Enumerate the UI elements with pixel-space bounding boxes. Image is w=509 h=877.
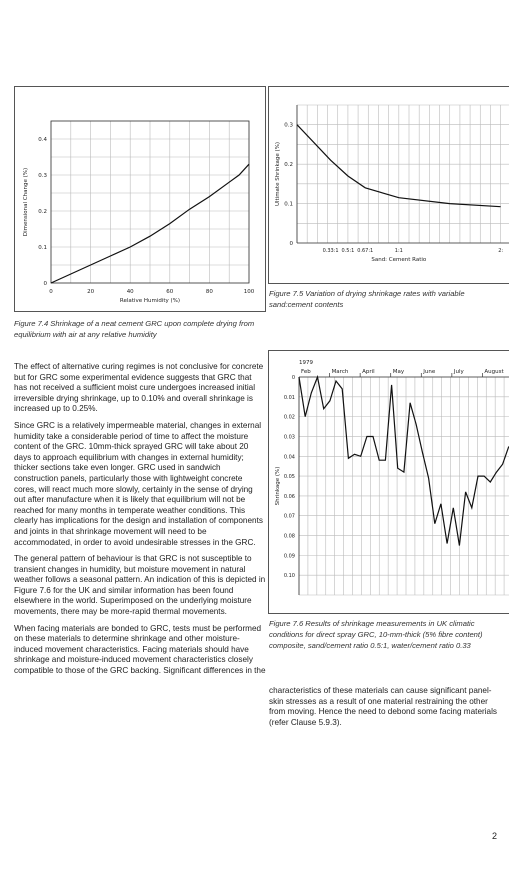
right-text-column [269, 686, 499, 734]
month-label: June [423, 369, 436, 375]
y-tick-label: 0.10 [283, 573, 295, 580]
page-number: 2 [492, 831, 498, 841]
figure-7-6-caption: Figure 7.6 Results of shrinkage measurements in UK climatic conditions for direct spray GRC, 10-mm-thick (5% fibre content) composite, sand/cement ratio 0.5:1, water/cement ratio 0.33 [269, 619, 483, 650]
figure-7-6-chart [269, 351, 509, 613]
y-tick-label: 0.4 [38, 137, 47, 143]
paragraph-curing: The effect of alternative curing regimes is not conclusive for concrete but for GRC some experimental evidence suggests that GRC that has not received a sufficient moist cure undergoes increased initial irreversible drying shrinkage, up to 0.10% and overall shrinkage is increased up to 0.25%. [14, 362, 264, 414]
x-axis-label: Sand: Cement Ratio [371, 257, 427, 263]
y-tick-label: 0.05 [283, 474, 295, 481]
y-tick-label: 0 [291, 375, 295, 381]
y-tick-label: 0.3 [284, 122, 293, 129]
y-tick-label: 0 [289, 241, 293, 247]
x-tick-label: 2: [498, 248, 504, 254]
year-label: 1979 [299, 360, 313, 366]
y-tick-label: 0.2 [38, 209, 47, 215]
y-tick-label: 0.1 [284, 201, 293, 208]
y-tick-label: 0.1 [38, 245, 47, 251]
figure-7-5-chart [269, 87, 509, 283]
figure-7-5-caption: Figure 7.5 Variation of drying shrinkage rates with variable sand:cement contents [269, 289, 465, 309]
y-tick-label: 0.01 [283, 394, 295, 401]
y-tick-label: 0.2 [284, 162, 293, 169]
y-tick-label: 0.03 [283, 434, 295, 441]
figure-7-6-frame [268, 350, 509, 614]
x-tick-label: 80 [205, 289, 213, 295]
y-tick-label: 0.07 [283, 513, 295, 520]
paragraph-facing-materials: When facing materials are bonded to GRC, tests must be performed on these materials to determine shrinkage and other moisture-induced movement characteristics. Facing materials should have shrinkage and moisture-induced movement characteristics closely compatible to those of the GRC backing. Significant differences in the [14, 623, 266, 676]
x-tick-label: 1:1 [394, 248, 403, 254]
y-tick-label: 0.09 [283, 553, 295, 560]
month-label: August [484, 369, 504, 375]
month-label: Feb [301, 369, 311, 375]
y-axis-label: Shrinkage (%) [275, 466, 281, 506]
month-label: April [362, 369, 375, 375]
month-label: March [331, 369, 349, 375]
y-tick-label: 0 [43, 281, 47, 287]
x-tick-label: 60 [166, 289, 174, 295]
y-tick-label: 0.04 [283, 454, 295, 461]
x-tick-label: 100 [243, 289, 255, 295]
y-tick-label: 0.3 [38, 173, 47, 179]
y-tick-label: 0.08 [283, 533, 295, 540]
x-tick-label: 0 [49, 289, 53, 295]
paragraph-characteristics: characteristics of these materials can cause significant panel-skin stresses as a result of one material restraining the other from moving. Hence the need to debond some facing materials (refer Clause 5.9.3). [269, 686, 498, 727]
y-tick-label: 0.02 [283, 414, 295, 421]
y-tick-label: 0.06 [283, 493, 295, 500]
y-axis-label: Ultimate Shrinkage (%) [275, 141, 281, 207]
y-axis-label: Dimensional Change (%) [23, 167, 29, 237]
month-label: July [453, 369, 464, 375]
paragraph-general-pattern: The general pattern of behaviour is that GRC is not susceptible to transient changes in humidity, but moisture movement in natural weather follows a seasonal pattern. An indication of this is depicted in Figure 7.6 for the UK and similar information has been found elsewhere in the world. Superimposed on the underlying moisture movements, there may be more-rapid thermal movements. [14, 554, 266, 617]
figure-7-4-caption: Figure 7.4 Shrinkage of a neat cement GRC upon complete drying from equilibrium with air at any relative humidity [14, 319, 255, 339]
x-tick-label: 0.33:1 [322, 248, 339, 254]
month-label: May [392, 369, 405, 375]
x-tick-label: 20 [87, 289, 95, 295]
x-tick-label: 40 [126, 289, 134, 295]
paragraph-impermeable: Since GRC is a relatively impermeable material, changes in external humidity take a considerable period of time to affect the moisture content of the GRC. 10mm-thick sprayed GRC will take about 20 days to approach equilibrium with changes in external humidity; thicker sections take even longer. GRC used in sandwich construction panels, particularly those with lightweight concrete cores, will react much more slowly, certainly in the sense of drying out after manufacture when it is likely that equilibrium will not be reached for many months in temperate weather conditions. This clearly has implications for the design and installation of components and joints in that shrinkage movement will need to be accommodated, in order to avoid undesirable stresses in the GRC. [14, 420, 263, 547]
x-tick-label: 0.67:1 [357, 248, 374, 254]
figure-7-4-frame [14, 86, 266, 312]
figure-7-5-frame [268, 86, 509, 284]
x-tick-label: 0.5:1 [341, 248, 355, 254]
x-axis-label: Relative Humidity (%) [119, 298, 181, 304]
figure-7-4-chart [15, 87, 265, 311]
left-text-column [14, 362, 266, 683]
